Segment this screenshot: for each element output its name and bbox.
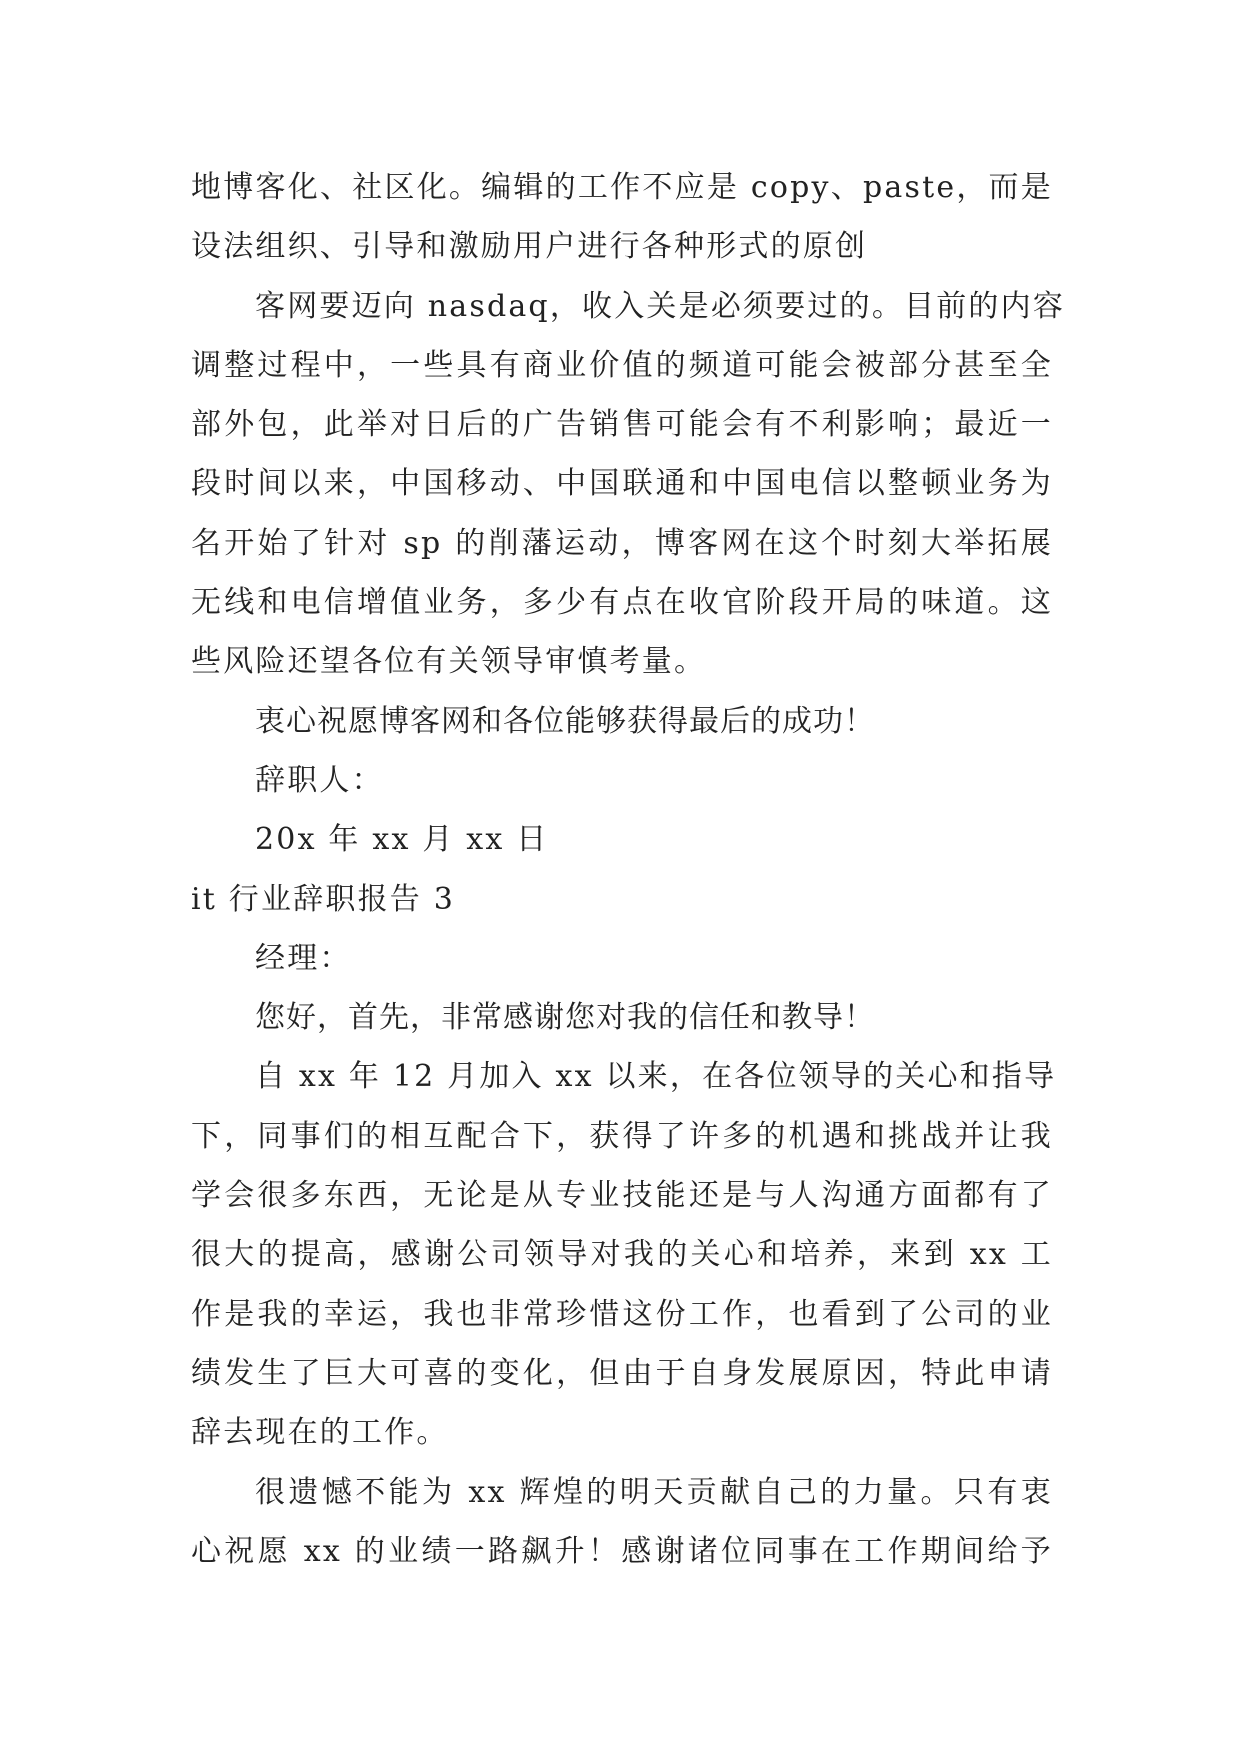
text-line: 设法组织、引导和激励用户进行各种形式的原创 (191, 229, 868, 265)
text-line: 些风险还望各位有关领导审慎考量。 (191, 644, 707, 680)
text-line: 学会很多东西，无论是从专业技能还是与人沟通方面都有了 (191, 1178, 1053, 1214)
section-title: it 行业辞职报告 3 (191, 881, 456, 917)
text-line: 绩发生了巨大可喜的变化，但由于自身发展原因，特此申请 (191, 1355, 1053, 1391)
document-body (191, 158, 1066, 1581)
paragraph-start: 您好，首先，非常感谢您对我的信任和教导！ (255, 1000, 875, 1036)
signature-label: 辞职人： (255, 762, 384, 798)
paragraph-start: 衷心祝愿博客网和各位能够获得最后的成功！ (255, 703, 875, 739)
text-line: 辞去现在的工作。 (191, 1415, 449, 1451)
text-line: 地博客化、社区化。编辑的工作不应是 copy、paste，而是 (191, 170, 1053, 205)
paragraph-start: 自 xx 年 12 月加入 xx 以来，在各位领导的关心和指导 (255, 1059, 1057, 1095)
text-line: 下，同事们的相互配合下，获得了许多的机遇和挑战并让我 (191, 1118, 1053, 1154)
paragraph-start: 很遗憾不能为 xx 辉煌的明天贡献自己的力量。只有衷 (255, 1474, 1053, 1510)
date-line: 20x 年 xx 月 xx 日 (255, 822, 549, 858)
text-line: 部外包，此举对日后的广告销售可能会有不利影响；最近一 (191, 407, 1053, 443)
text-line: 无线和电信增值业务，多少有点在收官阶段开局的味道。这 (191, 585, 1053, 621)
text-line: 很大的提高，感谢公司领导对我的关心和培养，来到 xx 工 (191, 1237, 1053, 1273)
text-line: 名开始了针对 sp 的削藩运动，博客网在这个时刻大举拓展 (191, 525, 1053, 561)
salutation: 经理： (255, 940, 352, 976)
text-line: 段时间以来，中国移动、中国联通和中国电信以整顿业务为 (191, 466, 1053, 502)
text-line: 心祝愿 xx 的业绩一路飙升！感谢诸位同事在工作期间给予 (191, 1533, 1053, 1569)
paragraph-start: 客网要迈向 nasdaq，收入关是必须要过的。目前的内容 (255, 288, 1066, 324)
text-line: 调整过程中，一些具有商业价值的频道可能会被部分甚至全 (191, 347, 1053, 383)
text-line: 作是我的幸运，我也非常珍惜这份工作，也看到了公司的业 (191, 1296, 1053, 1332)
